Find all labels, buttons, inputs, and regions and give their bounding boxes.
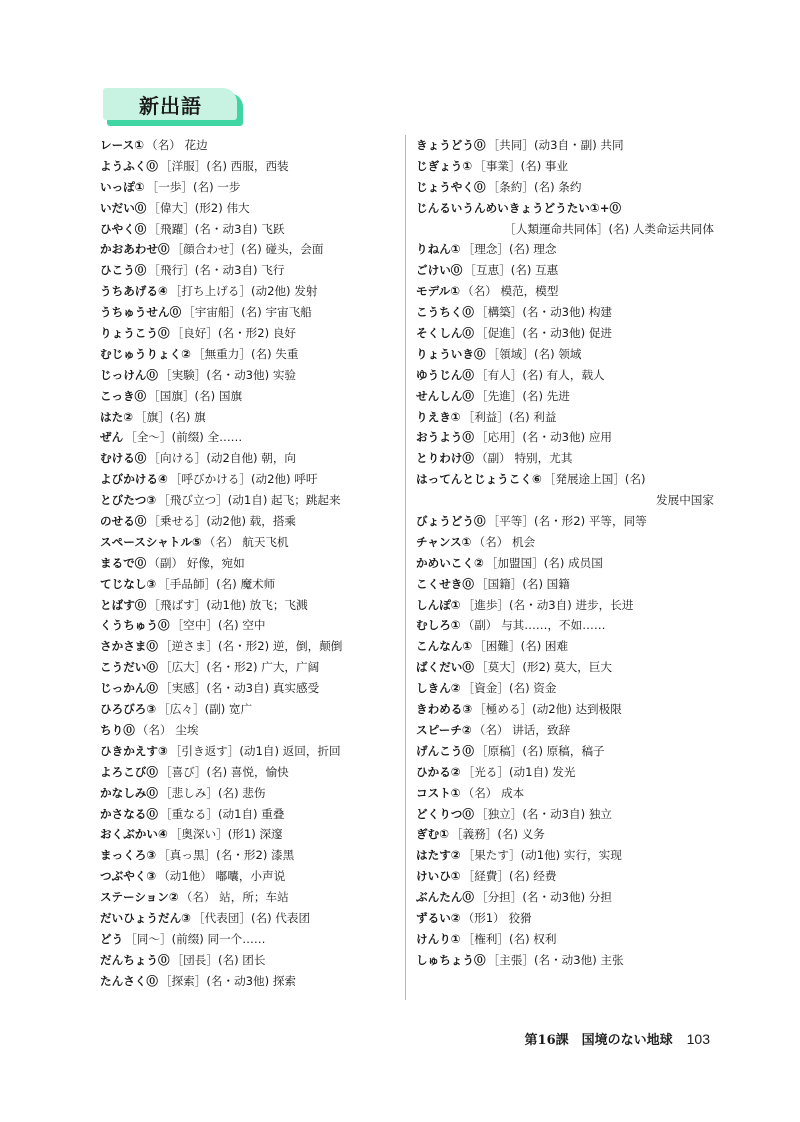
- vocab-reading: むじゅうりょく②: [100, 346, 191, 361]
- vocab-definition: ［加盟国］(名) 成员国: [485, 555, 603, 570]
- vocab-entry: [100, 156, 400, 177]
- vocab-reading: だいひょうだん③: [100, 910, 191, 925]
- vocab-reading: ようふく⓪: [100, 158, 158, 173]
- vocab-reading: かさなる⓪: [100, 806, 158, 821]
- vocab-reading: けいひ①: [416, 869, 461, 884]
- vocab-entry: [416, 469, 716, 490]
- vocab-definition: ［極める］(动2他) 达到极限: [474, 702, 622, 717]
- vocab-definition: ［原稿］(名) 原稿，稿子: [475, 743, 605, 758]
- vocab-entry: [100, 260, 400, 281]
- vocab-reading: げんこう⓪: [416, 743, 474, 758]
- vocab-reading: コスト①: [416, 785, 461, 800]
- vocab-reading: ひかる②: [416, 764, 461, 779]
- vocab-reading: かなしみ⓪: [100, 785, 158, 800]
- vocab-definition: ［莫大］(形2) 莫大，巨大: [475, 660, 613, 675]
- vocab-entry: [100, 699, 400, 720]
- vocab-reading: たんさく⓪: [100, 973, 158, 988]
- vocab-reading: かめいこく②: [416, 555, 484, 570]
- vocab-reading: ぶんたん⓪: [416, 890, 474, 905]
- vocab-definition: ［重なる］(动1自) 重叠: [159, 806, 285, 821]
- vocab-definition: （名） 花边: [146, 138, 208, 152]
- vocab-definition: ［偉大］(形2) 伟大: [148, 200, 250, 215]
- vocab-definition: ［国旗］(名) 国旗: [148, 388, 243, 403]
- vocab-reading: こうちく⓪: [416, 305, 474, 320]
- vocab-entry: [100, 887, 400, 908]
- vocab-definition: ［先進］(名) 先进: [475, 388, 570, 403]
- vocab-reading: しゅちょう⓪: [416, 952, 486, 967]
- vocab-entry: [100, 490, 400, 511]
- vocab-definition: ［利益］(名) 利益: [462, 409, 557, 424]
- vocab-reading: ひろびろ③: [100, 702, 157, 717]
- vocab-reading: びょうどう⓪: [416, 514, 486, 529]
- vocab-definition: ［悲しみ］(名) 悲伤: [159, 785, 266, 800]
- vocab-definition: ［飛行］(名・动3自) 飞行: [148, 263, 285, 278]
- vocab-reading: りょうこう⓪: [100, 326, 170, 341]
- vocab-entry: [100, 281, 400, 302]
- vocab-entry: [416, 302, 716, 323]
- vocab-entry: [416, 929, 716, 950]
- vocab-definition: ［全～］(前缀) 全……: [125, 430, 243, 445]
- vocab-reading: いだい⓪: [100, 200, 147, 215]
- vocab-definition: ［分担］(名・动3他) 分担: [475, 890, 613, 905]
- vocab-entry: [416, 595, 716, 616]
- vocab-reading: じょうやく⓪: [416, 179, 486, 194]
- vocab-definition: ［領域］(名) 领域: [487, 346, 582, 361]
- vocab-entry: [100, 427, 400, 448]
- vocab-definition: ［探索］(名・动3他) 探索: [159, 973, 297, 988]
- vocab-definition: ［無重力］(名) 失重: [192, 346, 299, 361]
- vocab-reading: りえき①: [416, 409, 461, 424]
- vocab-entry: [416, 177, 716, 198]
- vocab-entry: [416, 323, 716, 344]
- vocab-reading: きょうどう⓪: [416, 138, 486, 152]
- vocab-definition: ［飛躍］(名・动3自) 飞跃: [148, 221, 285, 236]
- vocab-definition: （名） 尘埃: [136, 722, 199, 737]
- vocab-entry: [100, 636, 400, 657]
- column-divider: [405, 135, 406, 1000]
- vocab-definition: ［理念］(名) 理念: [462, 242, 557, 257]
- vocab-reading: チャンス①: [416, 534, 472, 549]
- vocab-reading: こっき⓪: [100, 388, 147, 403]
- vocab-entry: [416, 281, 716, 302]
- vocab-reading: ぎむ①: [416, 827, 450, 842]
- vocab-definition: ［平等］(名・形2) 平等，同等: [487, 514, 647, 529]
- vocab-entry: [416, 239, 716, 260]
- vocab-definition: ［経費］(名) 经费: [462, 869, 557, 884]
- vocab-definition: ［喜び］(名) 喜悦，愉快: [159, 764, 289, 779]
- vocab-entry: [100, 302, 400, 323]
- vocab-reading: スピーチ②: [416, 722, 472, 737]
- vocab-entry: [100, 239, 400, 260]
- vocab-definition: ［一歩］(名) 一步: [146, 179, 241, 194]
- vocab-definition: ［手品師］(名) 魔术师: [158, 576, 276, 591]
- vocab-entry: [100, 532, 400, 553]
- vocab-entry: [100, 678, 400, 699]
- vocab-reading: こうだい⓪: [100, 660, 158, 675]
- vocab-definition: ［打ち上げる］(动2他) 发射: [169, 284, 318, 299]
- page-footer: [525, 1029, 710, 1048]
- vocab-definition: （副） 特别，尤其: [475, 451, 573, 466]
- vocab-entry: [100, 657, 400, 678]
- vocab-entry: [416, 260, 716, 281]
- vocab-entry: [416, 427, 716, 448]
- vocab-entry: [100, 365, 400, 386]
- vocab-entry-continuation: ［人類運命共同体］(名) 人类命运共同体: [504, 221, 714, 236]
- vocab-reading: ごけい⓪: [416, 263, 463, 278]
- vocab-definition: ［奥深い］(形1) 深邃: [169, 827, 283, 842]
- vocab-entry: [416, 720, 716, 741]
- vocab-reading: どう: [100, 931, 124, 946]
- vocab-definition: ［顔合わせ］(名) 碰头，会面: [171, 242, 324, 257]
- vocab-reading: りょういき⓪: [416, 346, 486, 361]
- vocab-reading: じっけん⓪: [100, 367, 158, 382]
- vocab-entry: [416, 553, 716, 574]
- vocab-entry: [416, 741, 716, 762]
- vocab-definition: ［乗せる］(动2他) 载，搭乘: [148, 514, 297, 529]
- vocab-definition: ［実験］(名・动3他) 实验: [159, 367, 297, 382]
- vocab-reading: はた②: [100, 409, 134, 424]
- vocab-entry: [416, 532, 716, 553]
- vocab-reading: こんなん①: [416, 639, 473, 654]
- vocab-reading: ちり⓪: [100, 722, 135, 737]
- vocab-reading: きわめる③: [416, 702, 473, 717]
- vocab-entry: [416, 783, 716, 804]
- vocab-entry: [100, 595, 400, 616]
- vocab-entry: [100, 866, 400, 887]
- vocab-definition: ［国籍］(名) 国籍: [475, 576, 570, 591]
- vocab-definition: ［実感］(名・动3自) 真实感受: [159, 681, 320, 696]
- vocab-definition: ［構築］(名・动3他) 构建: [475, 305, 613, 320]
- vocab-reading: モデル①: [416, 284, 461, 299]
- vocab-entry: [416, 135, 716, 156]
- vocab-entry: [100, 971, 400, 992]
- vocab-entry: [100, 804, 400, 825]
- vocab-definition: ［条約］(名) 条约: [487, 179, 582, 194]
- vocab-entry: [416, 615, 716, 636]
- vocab-definition: （名） 机会: [473, 534, 536, 549]
- lesson-title: 第16課 国境のない地球: [524, 1033, 673, 1048]
- vocab-definition: （名） 模范，模型: [462, 284, 559, 299]
- vocab-reading: ひこう⓪: [100, 263, 147, 278]
- vocab-definition: ［困難］(名) 困难: [474, 639, 569, 654]
- vocab-definition: ［代表団］(名) 代表团: [192, 910, 311, 925]
- vocab-reading: とばす⓪: [100, 597, 147, 612]
- vocab-entry: [416, 365, 716, 386]
- vocab-reading: つぶやく③: [100, 869, 157, 884]
- vocab-reading: だんちょう⓪: [100, 952, 170, 967]
- vocab-reading: いっぽ①: [100, 179, 145, 194]
- page-number: 103: [686, 1031, 710, 1047]
- vocab-entry: [416, 804, 716, 825]
- vocab-entry: [416, 344, 716, 365]
- vocab-reading: うちゅうせん⓪: [100, 305, 182, 320]
- vocab-entry-continuation: 发展中国家: [656, 493, 714, 508]
- vocab-definition: ［飛ばす］(动1他) 放飞；飞溅: [148, 597, 308, 612]
- vocab-reading: よろこび⓪: [100, 764, 158, 779]
- vocab-entry: [416, 699, 716, 720]
- vocab-reading: せんしん⓪: [416, 388, 474, 403]
- vocab-reading: さかさま⓪: [100, 639, 158, 654]
- vocab-definition: ［飛び立つ］(动1自) 起飞；跳起来: [158, 493, 341, 508]
- vocab-definition: （名） 讲话，致辞: [473, 722, 571, 737]
- vocab-definition: ［主張］(名・动3他) 主张: [487, 952, 624, 967]
- vocab-entry: [100, 219, 400, 240]
- vocab-definition: （名） 站，所；车站: [180, 890, 289, 905]
- vocab-entry: [100, 135, 400, 156]
- vocab-definition: ［応用］(名・动3他) 应用: [475, 430, 613, 445]
- vocab-reading: しんぽ①: [416, 597, 461, 612]
- vocab-definition: ［逆さま］(名・形2) 逆，倒，颠倒: [159, 639, 343, 654]
- vocab-reading: ゆうじん⓪: [416, 367, 474, 382]
- vocab-definition: ［資金］(名) 资金: [462, 681, 557, 696]
- vocab-entry: [100, 824, 400, 845]
- vocab-entry: [100, 615, 400, 636]
- vocab-definition: （副） 与其……，不如……: [462, 618, 606, 633]
- vocab-definition: ［進歩］(名・动3自) 进步，长进: [462, 597, 634, 612]
- vocab-entry: [416, 448, 716, 469]
- vocab-entry: [416, 887, 716, 908]
- vocab-reading: そくしん⓪: [416, 326, 474, 341]
- vocab-definition: （副） 好像，宛如: [148, 555, 245, 570]
- vocab-entry: [100, 177, 400, 198]
- vocab-reading: けんり①: [416, 931, 461, 946]
- vocab-definition: ［発展途上国］(名): [543, 472, 646, 487]
- vocab-definition: ［団長］(名) 团长: [171, 952, 266, 967]
- vocab-entry: [416, 636, 716, 657]
- vocab-reading: じぎょう①: [416, 158, 473, 173]
- vocab-reading: しきん②: [416, 681, 461, 696]
- vocab-entry: [100, 344, 400, 365]
- vocab-definition: ［呼びかける］(动2他) 呼吁: [169, 472, 318, 487]
- vocab-reading: ひやく⓪: [100, 221, 147, 236]
- vocab-reading: ぜん: [100, 430, 124, 445]
- vocab-reading: ずるい②: [416, 910, 461, 925]
- vocab-entry: [100, 908, 400, 929]
- vocab-reading: のせる⓪: [100, 514, 147, 529]
- vocab-reading: うちあげる④: [100, 284, 168, 299]
- vocab-column-right: [416, 135, 716, 971]
- vocab-entry: [100, 720, 400, 741]
- vocab-entry: [416, 950, 716, 971]
- vocab-definition: ［宇宙船］(名) 宇宙飞船: [183, 305, 312, 320]
- vocab-entry: [100, 553, 400, 574]
- vocab-definition: ［有人］(名) 有人，载人: [475, 367, 605, 382]
- section-title: 新出語: [103, 88, 237, 120]
- vocab-entry: [100, 323, 400, 344]
- vocab-definition: ［光る］(动1自) 发光: [462, 764, 576, 779]
- vocab-reading: はたす②: [416, 848, 461, 863]
- vocab-entry: [100, 469, 400, 490]
- vocab-definition: ［果たす］(动1他) 实行，实现: [462, 848, 622, 863]
- vocab-entry: [416, 386, 716, 407]
- vocab-definition: ［促進］(名・动3他) 促进: [475, 326, 613, 341]
- vocab-reading: おくぶかい④: [100, 827, 168, 842]
- vocab-definition: ［真っ黒］(名・形2) 漆黑: [158, 848, 295, 863]
- vocab-reading: とりわけ⓪: [416, 451, 474, 466]
- vocab-entry: [100, 198, 400, 219]
- vocab-entry: [100, 574, 400, 595]
- vocab-definition: ［義務］(名) 义务: [451, 827, 545, 842]
- vocab-reading: こくせき⓪: [416, 576, 474, 591]
- vocab-entry: [100, 407, 400, 428]
- vocab-reading: はってんとじょうこく⑥: [416, 472, 542, 487]
- vocab-reading: てじなし③: [100, 576, 157, 591]
- vocab-definition: ［事業］(名) 事业: [474, 158, 569, 173]
- vocab-entry: [416, 657, 716, 678]
- vocab-entry: [100, 929, 400, 950]
- vocab-reading: とびたつ③: [100, 493, 157, 508]
- vocab-definition: （名） 航天飞机: [203, 534, 289, 549]
- vocab-definition: ［洋服］(名) 西服，西装: [159, 158, 289, 173]
- vocab-reading: まるで⓪: [100, 555, 147, 570]
- vocab-definition: （动1他） 嘟囔，小声说: [158, 869, 286, 884]
- vocab-entry: [100, 845, 400, 866]
- vocab-entry: [416, 407, 716, 428]
- vocab-entry: [416, 198, 716, 219]
- vocab-entry: [100, 511, 400, 532]
- vocab-entry: [416, 678, 716, 699]
- vocab-definition: ［広々］(副) 宽广: [158, 702, 253, 717]
- vocab-entry: [100, 386, 400, 407]
- vocab-entry: [100, 762, 400, 783]
- vocab-definition: ［良好］(名・形2) 良好: [171, 326, 297, 341]
- vocab-entry: [416, 866, 716, 887]
- vocab-definition: （名） 成本: [462, 785, 525, 800]
- vocab-reading: おうよう⓪: [416, 430, 474, 445]
- vocab-reading: むしろ①: [416, 618, 461, 633]
- vocab-reading: まっくろ③: [100, 848, 157, 863]
- vocab-entry: [416, 845, 716, 866]
- vocab-reading: じっかん⓪: [100, 681, 158, 696]
- vocab-entry: [416, 574, 716, 595]
- vocab-definition: ［権利］(名) 权利: [462, 931, 557, 946]
- vocab-entry: [416, 511, 716, 532]
- vocab-definition: （形1） 狡猾: [462, 910, 532, 925]
- vocab-reading: レース①: [100, 138, 145, 152]
- vocab-reading: ばくだい⓪: [416, 660, 474, 675]
- vocab-reading: スペースシャトル⑤: [100, 534, 202, 549]
- vocab-reading: りねん①: [416, 242, 461, 257]
- vocab-entry: [100, 741, 400, 762]
- vocab-definition: ［互恵］(名) 互惠: [464, 263, 559, 278]
- vocab-reading: むける⓪: [100, 451, 147, 466]
- vocab-entry: [100, 950, 400, 971]
- vocab-definition: ［独立］(名・动3自) 独立: [475, 806, 613, 821]
- vocab-definition: ［広大］(名・形2) 广大，广阔: [159, 660, 320, 675]
- vocab-entry: [416, 908, 716, 929]
- vocab-definition: ［共同］(动3自・副) 共同: [487, 138, 624, 152]
- vocab-entry: [416, 156, 716, 177]
- vocab-definition: ［同～］(前缀) 同一个……: [125, 931, 266, 946]
- vocab-reading: よびかける④: [100, 472, 168, 487]
- vocab-entry: [100, 783, 400, 804]
- vocab-reading: かおあわせ⓪: [100, 242, 170, 257]
- vocab-entry: [416, 762, 716, 783]
- vocab-column-left: [100, 135, 400, 992]
- vocab-reading: じんるいうんめいきょうどうたい①+⓪: [416, 200, 622, 215]
- vocab-reading: くうちゅう⓪: [100, 618, 170, 633]
- vocab-reading: ひきかえす③: [100, 743, 168, 758]
- vocab-definition: ［向ける］(动2自他) 朝，向: [148, 451, 297, 466]
- section-header: [103, 88, 243, 126]
- vocab-entry: [100, 448, 400, 469]
- vocab-definition: ［空中］(名) 空中: [171, 618, 266, 633]
- vocab-definition: ［旗］(名) 旗: [135, 409, 206, 424]
- vocab-entry: [416, 824, 716, 845]
- vocab-reading: どくりつ⓪: [416, 806, 474, 821]
- vocab-definition: ［引き返す］(动1自) 返回，折回: [169, 743, 341, 758]
- vocab-reading: ステーション②: [100, 890, 179, 905]
